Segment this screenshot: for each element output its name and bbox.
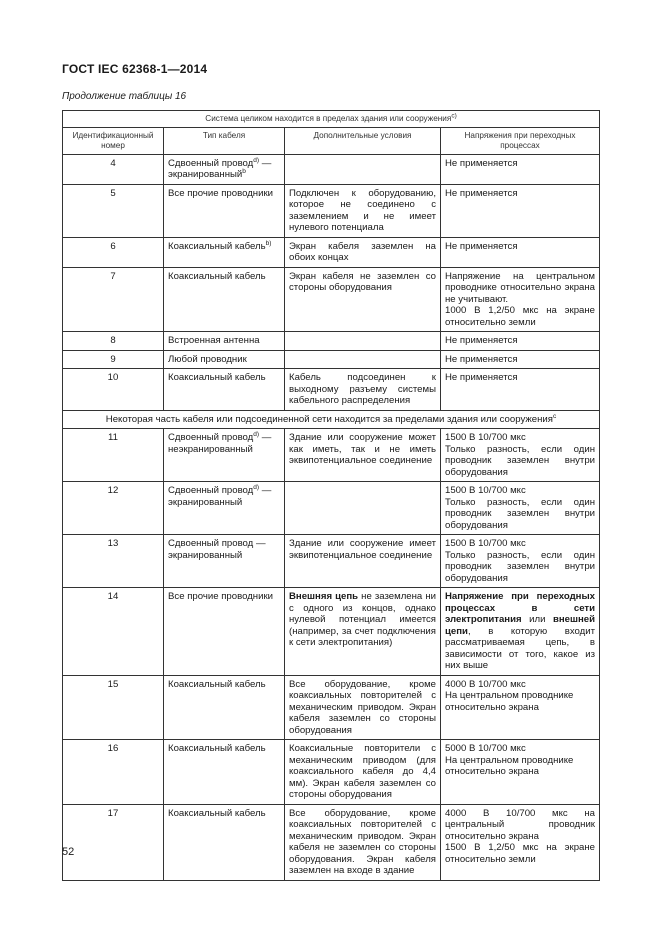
row-id: 8 (63, 332, 164, 351)
row-id: 4 (63, 154, 164, 184)
cable-type: Коаксиальный кабель (164, 369, 285, 411)
table-row (63, 740, 600, 805)
cable-type: Все прочие проводники (164, 588, 285, 676)
transient-voltage: 1500 В 10/700 мкс Только разность, если один проводник заземлен внутри оборудования (441, 429, 600, 482)
row-id: 10 (63, 369, 164, 411)
conditions: Внешняя цепь не заземлена ни с одного из концов, однако нулевой потенциал имеется (например, за счет подключения к сети электропитания) (285, 588, 441, 676)
row-id: 14 (63, 588, 164, 676)
transient-voltage: 4000 В 10/700 мкс На центральном проводнике относительно экрана (441, 675, 600, 740)
table-row (63, 184, 600, 237)
cable-type: Коаксиальный кабель$^{b)}$ (164, 237, 285, 267)
transient-voltage: Не применяется (441, 184, 600, 237)
row-id: 7 (63, 267, 164, 332)
cable-type: Все прочие проводники (164, 184, 285, 237)
conditions: Кабель подсоединен к выходному разъему системы кабельного распределения (285, 369, 441, 411)
cable-type: Коаксиальный кабель (164, 804, 285, 880)
column-header-voltages: Напряжения при переходных процессах (441, 127, 600, 154)
transient-voltage: Не применяется (441, 332, 600, 351)
section-row-inside-building (63, 111, 600, 128)
row-id: 5 (63, 184, 164, 237)
transient-voltage: Не применяется (441, 154, 600, 184)
row-id: 6 (63, 237, 164, 267)
row-id: 11 (63, 429, 164, 482)
transient-voltage: Не применяется (441, 237, 600, 267)
cable-type: Коаксиальный кабель (164, 740, 285, 805)
row-id: 9 (63, 350, 164, 369)
cable-type: Сдвоенный провод$^{d)}$ — неэкранированный (164, 429, 285, 482)
section-row-outside-building (63, 410, 600, 429)
conditions: Экран кабеля заземлен на обоих концах (285, 237, 441, 267)
page-number: 52 (62, 846, 75, 858)
conditions (285, 332, 441, 351)
table-row (63, 154, 600, 184)
transient-voltage: 1500 В 10/700 мкс Только разность, если один проводник заземлен внутри оборудования (441, 482, 600, 535)
table-row (63, 588, 600, 676)
table-row (63, 675, 600, 740)
row-id: 15 (63, 675, 164, 740)
transient-voltage: Напряжение на центральном проводнике относительно экрана не учитывают. 1000 В 1,2/50 мкс на экране относительно земли (441, 267, 600, 332)
column-header-conditions: Дополнительные условия (285, 127, 441, 154)
cable-type: Любой проводник (164, 350, 285, 369)
conditions (285, 482, 441, 535)
cable-type: Сдвоенный провод$^{d)}$ — экранированный (164, 482, 285, 535)
section-heading-inside: Система целиком находится в пределах здания или сооружения$^{c)}$ (63, 111, 600, 128)
cable-type: Сдвоенный провод$^{d)}$ — экранированный$^b$ (164, 154, 285, 184)
section-heading-outside: Некоторая часть кабеля или подсоединенной сети находится за пределами здания или сооружения$^c$ (63, 410, 600, 429)
row-id: 12 (63, 482, 164, 535)
table-row (63, 369, 600, 411)
conditions (285, 350, 441, 369)
transient-voltage: 5000 В 10/700 мкс На центральном проводнике относительно экрана (441, 740, 600, 805)
table-row (63, 332, 600, 351)
table-row (63, 804, 600, 880)
conditions: Здание или сооружение может как иметь, так и не иметь эквипотенциальное соединение (285, 429, 441, 482)
cable-type: Коаксиальный кабель (164, 675, 285, 740)
table-continuation-caption: Продолжение таблицы 16 (62, 91, 187, 102)
transient-voltage: 4000 В 10/700 мкс на центральный проводник относительно экрана 1500 В 1,2/50 мкс на экране относительно земли (441, 804, 600, 880)
requirements-table (62, 110, 600, 881)
table-header-row (63, 127, 600, 154)
row-id: 13 (63, 535, 164, 588)
column-header-cable-type: Тип кабеля (164, 127, 285, 154)
conditions: Все оборудование, кроме коаксиальных повторителей с механическим приводом. Экран кабеля заземлен со стороны оборудования (285, 675, 441, 740)
cable-type: Коаксиальный кабель (164, 267, 285, 332)
document-title: ГОСТ IEC 62368-1—2014 (62, 62, 208, 76)
transient-voltage: Напряжение при переходных процессах в сети электропитания или внешней цепи, в которую входит рассматриваемая цепь, в зависимости от того, какое из них выше (441, 588, 600, 676)
conditions: Подключен к оборудованию, которое не соединено с заземлением и не имеет нулевого потенциала (285, 184, 441, 237)
transient-voltage: Не применяется (441, 350, 600, 369)
row-id: 17 (63, 804, 164, 880)
table-row (63, 535, 600, 588)
row-id: 16 (63, 740, 164, 805)
conditions: Экран кабеля не заземлен со стороны оборудования (285, 267, 441, 332)
column-header-id: Идентификационный номер (63, 127, 164, 154)
conditions: Все оборудование, кроме коаксиальных повторителей с механическим приводом. Экран кабеля не заземлен со стороны оборудования. Экран кабеля заземлен на входе в здание (285, 804, 441, 880)
table-row (63, 237, 600, 267)
table-row (63, 267, 600, 332)
conditions (285, 154, 441, 184)
cable-type: Встроенная антенна (164, 332, 285, 351)
table-row (63, 429, 600, 482)
conditions: Здание или сооружение имеет эквипотенциальное соединение (285, 535, 441, 588)
table-row (63, 482, 600, 535)
cable-type: Сдвоенный провод — экранированный (164, 535, 285, 588)
transient-voltage: 1500 В 10/700 мкс Только разность, если один проводник заземлен внутри оборудования (441, 535, 600, 588)
conditions: Коаксиальные повторители с механическим приводом (для коаксиального кабеля до 4,4 мм). Экран кабеля заземлен со стороны оборудования (285, 740, 441, 805)
transient-voltage: Не применяется (441, 369, 600, 411)
table-row (63, 350, 600, 369)
